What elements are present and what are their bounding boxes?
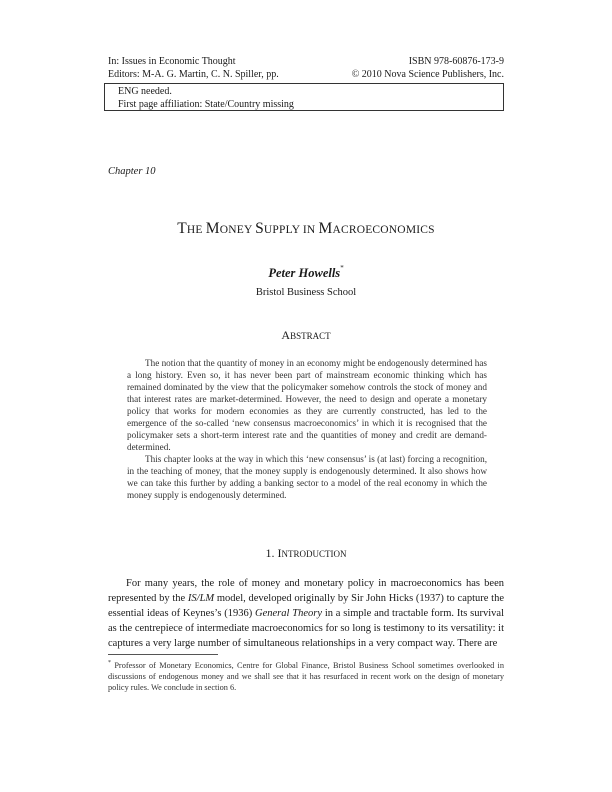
running-header-left — [108, 55, 279, 81]
running-header-right — [352, 55, 504, 81]
chapter-label: Chapter 10 — [108, 166, 156, 177]
section-heading-introduction — [0, 546, 612, 561]
author-affiliation: Bristol Business School — [255, 287, 357, 298]
abstract-heading — [0, 328, 612, 343]
header-book-title: In: Issues in Economic Thought — [108, 56, 236, 67]
introduction-paragraph-1 — [108, 576, 504, 651]
author-name: Peter Howells — [268, 266, 341, 280]
footnote-text: Professor of Monetary Economics, Centre for Global Finance, Bristol Business School sometimes overlooked in discussions of endogenous money and we shall see that it has resurfaced in recent work on the design of monetary policy rules. We conclude in section 6. — [108, 660, 504, 692]
section-heading-rest: NTRODUCTION — [281, 549, 347, 559]
intro-text-b: model, developed originally by Sir John Hicks (1937) to capture the essential ideas of Keynes’s (1936) — [108, 593, 504, 619]
intro-text-c: in a simple and tractable form. Its survival as the centrepiece of intermediate macroeconomics for so long is testimony to its versatility: it captures a very large number of simultaneous relationships in a very compact way. There are — [108, 608, 504, 649]
footnote-divider — [108, 654, 218, 655]
footnote — [108, 658, 504, 693]
footnote-marker: * — [108, 660, 111, 666]
intro-book-title: General Theory — [255, 608, 322, 619]
header-editors: Editors: M-A. G. Martin, C. N. Spiller, pp. — [108, 69, 279, 80]
title-rest-money: ONEY — [219, 224, 256, 236]
title-cap-supply: S — [255, 220, 264, 237]
title-rest-the: HE — [186, 224, 206, 236]
abstract-body — [127, 357, 487, 501]
title-rest-supply: UPPLY IN — [263, 224, 319, 236]
section-heading-cap: I — [277, 546, 282, 560]
note-eng-needed: ENG needed. — [118, 86, 172, 97]
title-cap-macro: M — [318, 220, 333, 237]
note-affiliation-missing: First page affiliation: State/Country missing — [118, 99, 294, 110]
header-isbn: ISBN 978-60876-173-9 — [408, 56, 504, 67]
editorial-notes-box — [104, 83, 504, 111]
abstract-paragraph-1: The notion that the quantity of money in an economy might be endogenously determined has a long history. Even so, it has never been part of mainstream economic thinking which has remained dominated by the view that the policymaker somehow controls the stock of money and that interest rates are market-determined. However, the need to design and operate a monetary policy that works for modern economies as they are currently constructed, has led to the emergence of the so-called ‘new consensus macroeconomics’ in which it is recognised that the policymaker sets a short-term interest rate and the quantities of money and credit are demand-determined. — [127, 358, 487, 452]
title-cap-the: T — [177, 220, 187, 237]
abstract-paragraph-2: This chapter looks at the way in which this ‘new consensus’ is (at last) forcing a recognition, in the teaching of money, that the money supply is endogenously determined. It also shows how we can take this further by adding a banking sector to a model of the real economy in which the money supply is endogenously determined. — [127, 454, 487, 500]
section-number: 1. — [265, 546, 278, 560]
abstract-heading-cap: A — [281, 328, 291, 342]
header-copyright: © 2010 Nova Science Publishers, Inc. — [351, 69, 504, 80]
abstract-heading-rest: BSTRACT — [290, 331, 331, 341]
author-line — [0, 264, 612, 281]
intro-model-name: IS/LM — [187, 593, 215, 604]
intro-text-a: For many years, the role of money and monetary policy in macroeconomics has been represented by the — [108, 578, 504, 604]
paper-title — [0, 220, 612, 238]
introduction-body — [108, 576, 504, 651]
author-footnote-marker: * — [340, 264, 344, 272]
title-rest-macro: ACROECONOMICS — [332, 224, 435, 236]
title-cap-money: M — [205, 220, 220, 237]
